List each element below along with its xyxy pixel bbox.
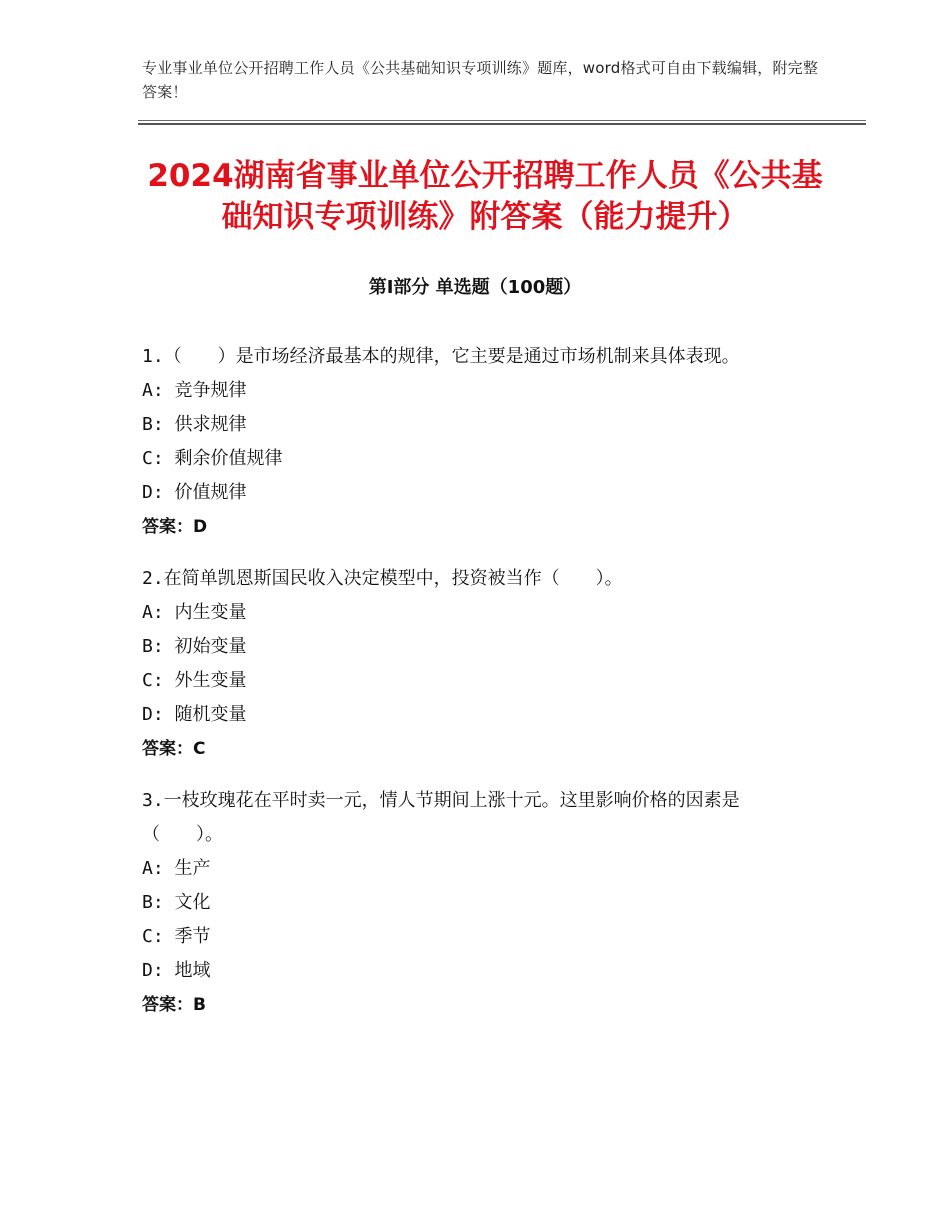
question-2	[142, 562, 812, 766]
answer-label: 答案：B	[142, 995, 206, 1015]
option-b: B: 供求规律	[142, 414, 247, 435]
header-divider-line-thick	[138, 123, 866, 125]
answer-label: 答案：C	[142, 739, 206, 759]
section-title: 第Ⅰ部分 单选题（100题）	[368, 277, 582, 298]
header-divider-line-thin	[138, 120, 866, 121]
question-list	[142, 340, 812, 1040]
option-a: A: 竞争规律	[142, 380, 247, 401]
option-b: B: 初始变量	[142, 636, 247, 657]
header-divider	[138, 120, 866, 126]
option-b: B: 文化	[142, 892, 211, 913]
option-d: D: 地域	[142, 960, 211, 981]
option-c: C: 剩余价值规律	[142, 448, 283, 469]
question-stem: 2.在简单凯恩斯国民收入决定模型中，投资被当作（ ）。	[142, 568, 623, 589]
option-a: A: 生产	[142, 858, 211, 879]
option-c: C: 季节	[142, 926, 211, 947]
option-d: D: 随机变量	[142, 704, 247, 725]
question-stem: 3.一枝玫瑰花在平时卖一元，情人节期间上涨十元。这里影响价格的因素是（ ）。	[142, 790, 740, 845]
option-c: C: 外生变量	[142, 670, 247, 691]
answer-label: 答案：D	[142, 517, 208, 537]
document-title: 2024湖南省事业单位公开招聘工作人员《公共基础知识专项训练》附答案（能力提升）	[147, 158, 823, 235]
question-1	[142, 340, 812, 544]
option-d: D: 价值规律	[142, 482, 247, 503]
option-a: A: 内生变量	[142, 602, 247, 623]
header-note: 专业事业单位公开招聘工作人员《公共基础知识专项训练》题库，word格式可自由下载编辑，附完整答案！	[142, 59, 819, 101]
question-3	[142, 784, 812, 1022]
question-stem: 1.（ ）是市场经济最基本的规律，它主要是通过市场机制来具体表现。	[142, 346, 740, 367]
